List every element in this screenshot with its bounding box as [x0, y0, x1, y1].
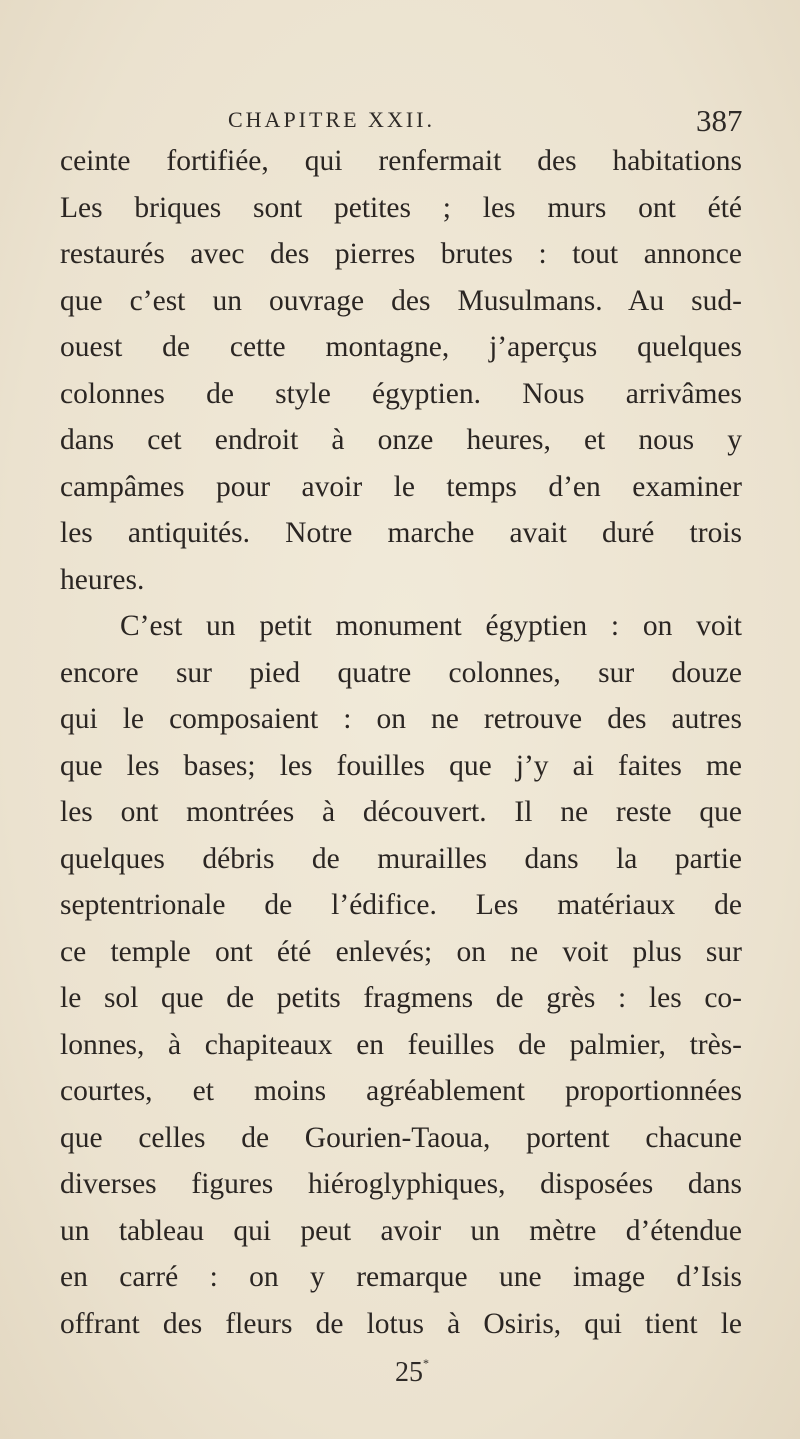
text-line: que celles de Gourien-Taoua, portent chacune — [60, 1121, 742, 1154]
text-line: ce temple ont été enlevés; on ne voit plus sur — [60, 935, 742, 968]
text-line: heures. — [60, 563, 145, 596]
text-line: offrant des fleurs de lotus à Osiris, qui tient le — [60, 1307, 742, 1340]
text-line: que les bases; les fouilles que j’y ai faites me — [60, 749, 742, 782]
text-line: que c’est un ouvrage des Musulmans. Au sud- — [60, 284, 742, 317]
running-head — [0, 103, 800, 143]
text-line: C’est un petit monument égyptien : on voit — [120, 610, 742, 642]
signature-number: 25 — [395, 1357, 423, 1388]
text-line: diverses figures hiéroglyphiques, disposées dans — [60, 1168, 742, 1200]
text-line: les antiquités. Notre marche avait duré trois — [60, 517, 742, 549]
text-line: colonnes de style égyptien. Nous arrivâmes — [60, 377, 742, 410]
text-line: dans cet endroit à onze heures, et nous y — [60, 424, 742, 456]
signature-mark — [0, 1356, 800, 1389]
text-line: Les briques sont petites ; les murs ont été — [60, 191, 742, 224]
text-line: campâmes pour avoir le temps d’en examiner — [60, 470, 742, 503]
text-line: qui le composaient : on ne retrouve des autres — [60, 703, 742, 735]
text-line: les ont montrées à découvert. Il ne reste que — [60, 796, 742, 828]
text-line: lonnes, à chapiteaux en feuilles de palmier, très- — [60, 1028, 742, 1061]
text-line: courtes, et moins agréablement proportionnées — [60, 1075, 742, 1107]
signature-star: * — [423, 1356, 429, 1370]
text-line: un tableau qui peut avoir un mètre d’étendue — [60, 1214, 742, 1247]
text-line: en carré : on y remarque une image d’Isis — [60, 1261, 742, 1293]
text-line: quelques débris de murailles dans la partie — [60, 842, 742, 875]
text-line: encore sur pied quatre colonnes, sur douze — [60, 656, 742, 689]
text-line: ceinte fortifiée, qui renfermait des habitations — [60, 145, 742, 177]
text-line: ouest de cette montagne, j’aperçus quelques — [60, 331, 742, 363]
text-line: le sol que de petits fragmens de grès : les co- — [60, 982, 742, 1014]
text-line: restaurés avec des pierres brutes : tout annonce — [60, 238, 742, 270]
body-text — [60, 138, 742, 1347]
text-line: septentrionale de l’édifice. Les matériaux de — [60, 889, 742, 921]
chapter-title: CHAPITRE XXII. — [228, 107, 435, 132]
page-number: 387 — [696, 103, 743, 138]
